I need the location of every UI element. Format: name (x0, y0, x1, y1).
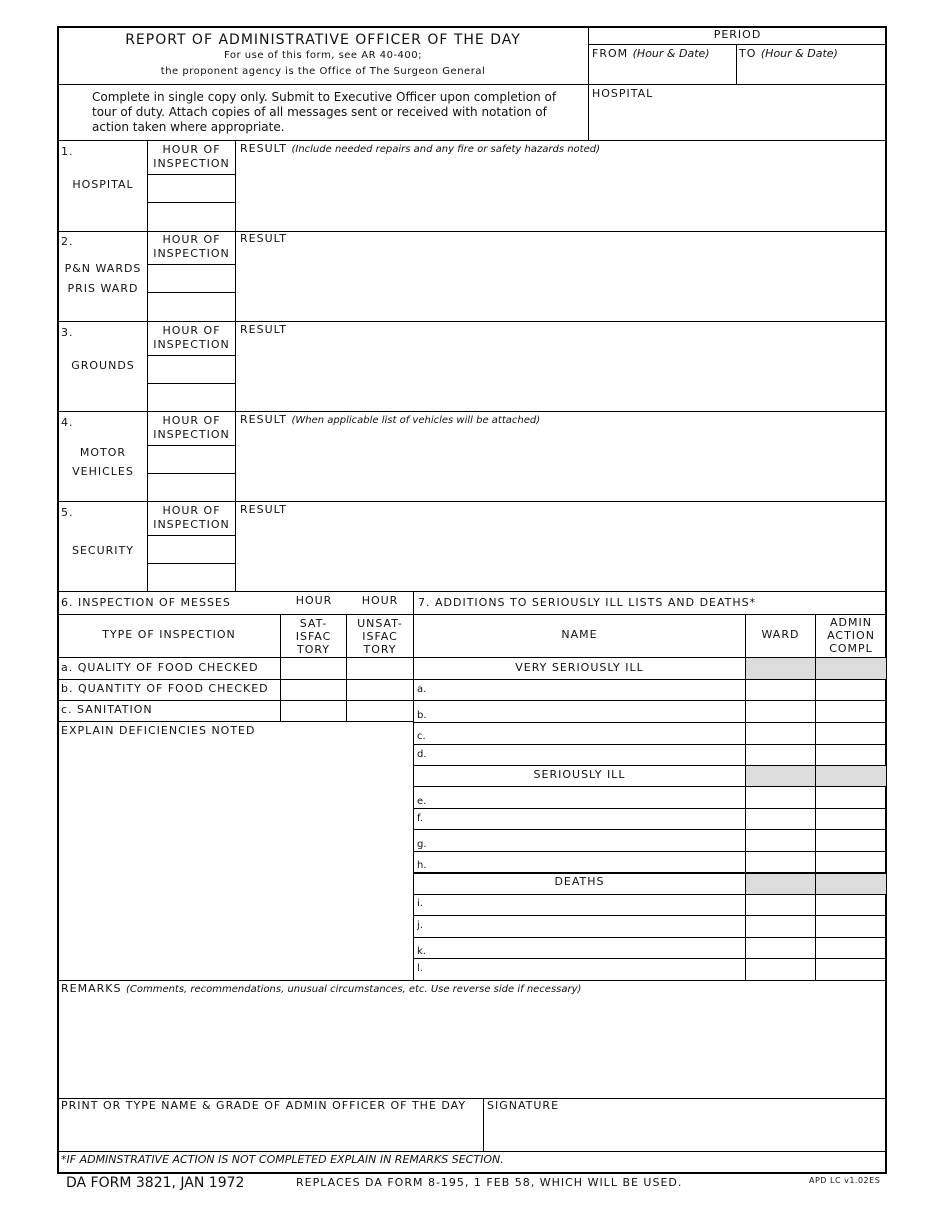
version: APD LC v1.02ES (809, 1176, 881, 1185)
row-h-letter: h. (417, 860, 427, 871)
deaths-ward-shade (746, 874, 815, 894)
messes-row-line-3 (58, 721, 413, 722)
section-3-result-field[interactable] (237, 339, 885, 410)
deaths-admin-shade (816, 874, 886, 894)
replaces-note: REPLACES DA FORM 8-195, 1 FEB 58, WHICH WILL BE USED. (296, 1176, 683, 1189)
section-2-name: P&N WARDS PRIS WARD (64, 262, 142, 295)
section-5-name: SECURITY (72, 544, 134, 557)
use-note: For use of this form, see AR 40-400; (223, 50, 423, 61)
row-e-name-field[interactable] (430, 787, 744, 808)
row-j-name-field[interactable] (430, 916, 744, 937)
period-from-field[interactable] (589, 63, 735, 83)
section-5-hour-field-1[interactable] (148, 536, 234, 563)
section-2-result-label: RESULT (240, 232, 287, 245)
section1-top-line (58, 140, 886, 141)
row-b-name-field[interactable] (430, 701, 744, 722)
section-5-hour-field-2[interactable] (148, 564, 234, 590)
section-4-result-field[interactable] (237, 429, 885, 500)
signature-divider (483, 1098, 484, 1151)
row-l-letter: l. (417, 963, 423, 974)
officer-name-field[interactable] (59, 1115, 482, 1150)
form-title: REPORT OF ADMINISTRATIVE OFFICER OF THE DAY (125, 32, 521, 48)
section-5-result-field[interactable] (237, 519, 885, 590)
instructions: Complete in single copy only. Submit to Executive Officer upon completion of tour of duty. Attach copies of all messages sent or received with notation of action taken where appropriate. (92, 90, 557, 134)
si-ward-shade (746, 766, 815, 786)
signature-field[interactable] (485, 1115, 885, 1150)
section-1-hour-label: HOUR OF INSPECTION (153, 143, 230, 170)
messes-hour-2: HOUR (361, 594, 399, 607)
section-3-hour-label: HOUR OF INSPECTION (153, 324, 230, 351)
messes-row-b-unsat[interactable] (347, 680, 413, 700)
row-d-letter: d. (417, 749, 427, 760)
row-g-name-field[interactable] (430, 830, 744, 851)
section-2-bottom-line (58, 321, 886, 322)
to-label: TO (Hour & Date) (739, 47, 838, 60)
messes-row-c-unsat[interactable] (347, 701, 413, 721)
section-5-number: 5. (61, 506, 74, 519)
row-k-letter: k. (417, 946, 426, 957)
messes-title: 6. INSPECTION OF MESSES (61, 596, 231, 609)
row-f-letter: f. (417, 813, 423, 824)
section-3-number: 3. (61, 326, 74, 339)
section-5-result-label: RESULT (240, 503, 287, 516)
row-g-letter: g. (417, 839, 427, 850)
footnote-top-line (58, 1151, 886, 1152)
si-ward-header: WARD (761, 628, 800, 641)
row-i-letter: i. (417, 898, 423, 909)
row-e-letter: e. (417, 796, 427, 807)
si-admin-shade (816, 766, 886, 786)
row-a-name-field[interactable] (430, 680, 744, 700)
messes-unsat-header: UNSAT- ISFAC TORY (357, 617, 403, 656)
footnote: *IF ADMINSTRATIVE ACTION IS NOT COMPLETED EXPLAIN IN REMARKS SECTION. (61, 1153, 504, 1166)
section-4-divider-b (235, 411, 236, 501)
messes-row-a-sat[interactable] (281, 658, 346, 678)
section-3-result-label: RESULT (240, 323, 287, 336)
section-4-number: 4. (61, 416, 74, 429)
vsi-header: VERY SERIOUSLY ILL (515, 661, 644, 674)
section-2-hour-field-1[interactable] (148, 265, 234, 292)
messes-sat-header: SAT- ISFAC TORY (295, 617, 332, 656)
agency-note: the proponent agency is the Office of The Surgeon General (160, 66, 486, 77)
section-2-result-field[interactable] (237, 248, 885, 320)
section-1-name: HOSPITAL (72, 178, 134, 191)
messes-row-c-sat[interactable] (281, 701, 346, 721)
section-5-divider-b (235, 501, 236, 591)
si-admin-header: ADMIN ACTION COMPL (827, 616, 875, 655)
section-4-name: MOTOR VEHICLES (72, 446, 134, 478)
section-5-hour-label: HOUR OF INSPECTION (153, 504, 230, 531)
section-3-name: GROUNDS (71, 359, 135, 372)
section-2-hour-label: HOUR OF INSPECTION (153, 233, 230, 260)
deaths-header: DEATHS (554, 875, 605, 888)
vsi-ward-shade (746, 658, 815, 679)
from-label: FROM (Hour & Date) (592, 47, 710, 60)
row-i-name-field[interactable] (430, 895, 744, 915)
vsi-admin-shade (816, 658, 886, 679)
messes-row-b-sat[interactable] (281, 680, 346, 700)
section-5-bottom-line (58, 591, 886, 592)
row-k-name-field[interactable] (430, 938, 744, 958)
period-label: PERIOD (713, 28, 762, 41)
section-1-result-field[interactable] (237, 158, 885, 230)
period-to-field[interactable] (737, 63, 885, 83)
row-c-letter: c. (417, 731, 426, 742)
row-b-letter: b. (417, 710, 427, 721)
section-2-hour-field-2[interactable] (148, 293, 234, 320)
section-2-divider-b (235, 231, 236, 321)
remarks-label: REMARKS (Comments, recommendations, unusual circumstances, etc. Use reverse side if necessary) (61, 982, 582, 995)
section-4-result-label: RESULT (When applicable list of vehicles will be attached) (240, 413, 541, 426)
section-1-number: 1. (61, 145, 74, 158)
form-id: DA FORM 3821, JAN 1972 (66, 1175, 245, 1191)
hospital-field[interactable] (589, 102, 885, 139)
section-1-divider-b (235, 140, 236, 231)
officer-name-label: PRINT OR TYPE NAME & GRADE OF ADMIN OFFICER OF THE DAY (61, 1099, 467, 1112)
si-subheader: SERIOUSLY ILL (533, 768, 626, 781)
row-l-name-field[interactable] (430, 959, 744, 979)
row-d-name-field[interactable] (430, 745, 744, 765)
section-2-number: 2. (61, 235, 74, 248)
messes-row-a-label: a. QUALITY OF FOOD CHECKED (61, 661, 259, 674)
section-3-hour-field-1[interactable] (148, 356, 234, 383)
section-1-bottom-line (58, 231, 886, 232)
period-divider (588, 44, 886, 45)
section-4-hour-field-1[interactable] (148, 446, 234, 473)
section-4-hour-label: HOUR OF INSPECTION (153, 414, 230, 441)
remarks-field[interactable] (59, 998, 885, 1097)
section-1-result-label: RESULT (Include needed repairs and any fire or safety hazards noted) (240, 142, 600, 155)
section-4-bottom-line (58, 501, 886, 502)
section-3-divider-b (235, 321, 236, 411)
row-a-letter: a. (417, 684, 427, 695)
hospital-label: HOSPITAL (592, 87, 654, 100)
messes-row-b-label: b. QUANTITY OF FOOD CHECKED (61, 682, 269, 695)
deficiencies-field[interactable] (59, 740, 412, 979)
seriously-ill-title: 7. ADDITIONS TO SERIOUSLY ILL LISTS AND DEATHS* (418, 596, 757, 609)
section-1-hour-field-1[interactable] (148, 175, 234, 202)
section-3-hour-field-2[interactable] (148, 384, 234, 411)
section-3-bottom-line (58, 411, 886, 412)
signature-label: SIGNATURE (487, 1099, 560, 1112)
messes-type-header: TYPE OF INSPECTION (102, 628, 236, 641)
messes-row-a-unsat[interactable] (347, 658, 413, 678)
row-f-name-field[interactable] (430, 809, 744, 829)
section-1-hour-field-2[interactable] (148, 203, 234, 230)
header-bottom-line (58, 84, 886, 85)
row-h-name-field[interactable] (430, 852, 744, 872)
row-j-letter: j. (417, 920, 423, 931)
messes-row-c-label: c. SANITATION (61, 703, 153, 716)
deficiencies-label: EXPLAIN DEFICIENCIES NOTED (61, 724, 256, 737)
messes-header-line (58, 614, 413, 615)
section-4-hour-field-2[interactable] (148, 474, 234, 501)
si-name-header: NAME (561, 628, 598, 641)
row-c-name-field[interactable] (430, 723, 744, 744)
messes-hour-1: HOUR (295, 594, 333, 607)
remarks-top-line (58, 980, 886, 981)
